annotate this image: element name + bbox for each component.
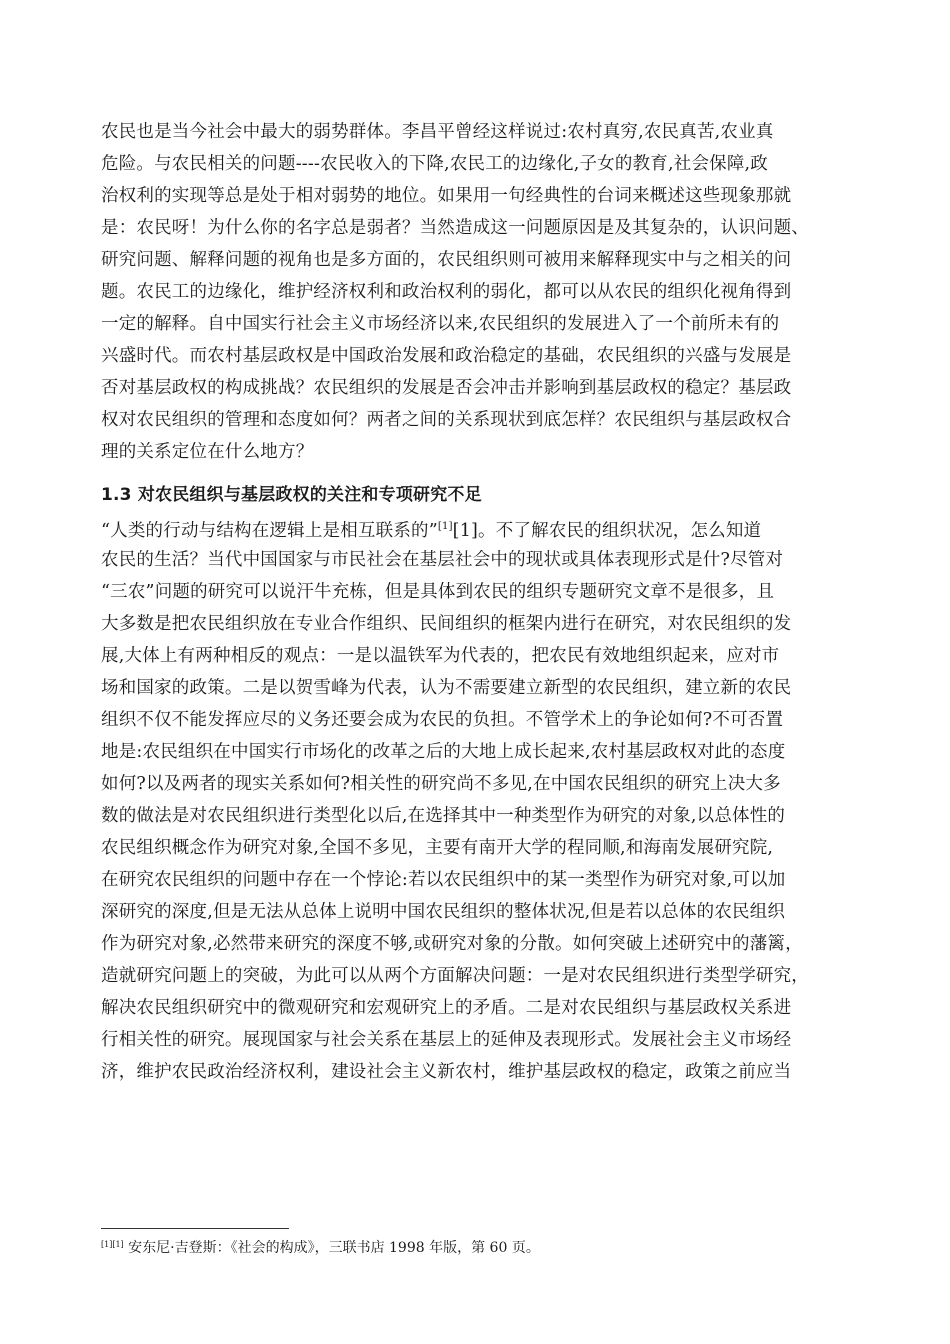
paragraph-line: 地是:农民组织在中国实行市场化的改革之后的大地上成长起来,农村基层政权对此的态度 [101,742,786,762]
paragraph-line: 如何?以及两者的现实关系如何?相关性的研究尚不多见,在中国农民组织的研究上决大多 [101,774,781,794]
quote-text: “人类的行动与结构在逻辑上是相互联系的” [101,521,438,541]
paragraph-line: 组织不仅不能发挥应尽的义务还要会成为农民的负担。不管学术上的争论如何?不可否置 [101,710,784,730]
paragraph-line: 一定的解释。自中国实行社会主义市场经济以来,农民组织的发展进入了一个前所未有的 [101,314,780,334]
paragraph-line: 农民的生活？当代中国国家与市民社会在基层社会中的现状或具体表现形式是什?尽管对 [101,550,784,570]
paragraph-line: 作为研究对象,必然带来研究的深度不够,或研究对象的分散。如何突破上述研究中的藩篱， [101,934,803,954]
citation-text: [1]。不了解农民的组织状况，怎么知道 [452,521,762,541]
paragraph-line: 农民也是当今社会中最大的弱势群体。李昌平曾经这样说过:农村真穷,农民真苦,农业真 [101,122,774,142]
paragraph-line: 济，维护农民政治经济权利，建设社会主义新农村，维护基层政权的稳定，政策之前应当 [101,1062,792,1082]
paragraph-line: 理的关系定位在什么地方？ [101,442,314,462]
section-heading: 1.3 对农民组织与基层政权的关注和专项研究不足 [101,485,482,505]
paragraph-line: 数的做法是对农民组织进行类型化以后,在选择其中一种类型作为研究的对象,以总体性的 [101,806,786,826]
paragraph-line: 否对基层政权的构成挑战？农民组织的发展是否会冲击并影响到基层政权的稳定？基层政 [101,378,792,398]
paragraph-line: 题。农民工的边缘化，维护经济权利和政治权利的弱化，都可以从农民的组织化视角得到 [101,282,792,302]
paragraph-line: 农民组织概念作为研究对象,全国不多见，主要有南开大学的程同顺,和海南发展研究院, [101,838,774,858]
paragraph-line: 造就研究问题上的突破，为此可以从两个方面解决问题：一是对农民组织进行类型学研究， [101,966,809,986]
paragraph-line: “三农”问题的研究可以说汗牛充栋，但是具体到农民的组织专题研究文章不是很多，且 [101,582,775,602]
paragraph-line-first [101,516,761,542]
paragraph-line: 展,大体上有两种相反的观点：一是以温铁军为代表的，把农民有效地组织起来，应对市 [101,646,780,666]
paragraph-line: 大多数是把农民组织放在专业合作组织、民间组织的框架内进行在研究，对农民组织的发 [101,614,792,634]
paragraph-line: 解决农民组织研究中的微观研究和宏观研究上的矛盾。二是对农民组织与基层政权关系进 [101,998,792,1018]
paragraph-line: 深研究的深度,但是无法从总体上说明中国农民组织的整体状况,但是若以总体的农民组织 [101,902,786,922]
paragraph-line: 场和国家的政策。二是以贺雪峰为代表，认为不需要建立新型的农民组织，建立新的农民 [101,678,792,698]
footnote-mark: [1][1] [101,1240,124,1249]
paragraph-line: 兴盛时代。而农村基层政权是中国政治发展和政治稳定的基础，农民组织的兴盛与发展是 [101,346,792,366]
citation-superscript[interactable]: [1] [437,521,453,532]
paragraph-line: 研究问题、解释问题的视角也是多方面的，农民组织则可被用来解释现实中与之相关的问 [101,250,792,270]
paragraph-line: 在研究农民组织的问题中存在一个悖论:若以农民组织中的某一类型作为研究对象,可以加 [101,870,786,890]
footnote-text: 安东尼·吉登斯：《社会的构成》，三联书店 1998 年版，第 60 页。 [123,1240,540,1256]
footnote-divider [101,1228,289,1229]
paragraph-line: 行相关性的研究。展现国家与社会关系在基层上的延伸及表现形式。发展社会主义市场经 [101,1030,792,1050]
paragraph-line: 治权利的实现等总是处于相对弱势的地位。如果用一句经典性的台词来概述这些现象那就 [101,186,792,206]
paragraph-line: 危险。与农民相关的问题----农民收入的下降,农民工的边缘化,子女的教育,社会保障,政 [101,154,769,174]
paragraph-line: 权对农民组织的管理和态度如何？两者之间的关系现状到底怎样？农民组织与基层政权合 [101,410,792,430]
paragraph-line: 是：农民呀！为什么你的名字总是弱者？当然造成这一问题原因是及其复杂的，认识问题、 [101,218,809,238]
footnote [101,1236,540,1257]
